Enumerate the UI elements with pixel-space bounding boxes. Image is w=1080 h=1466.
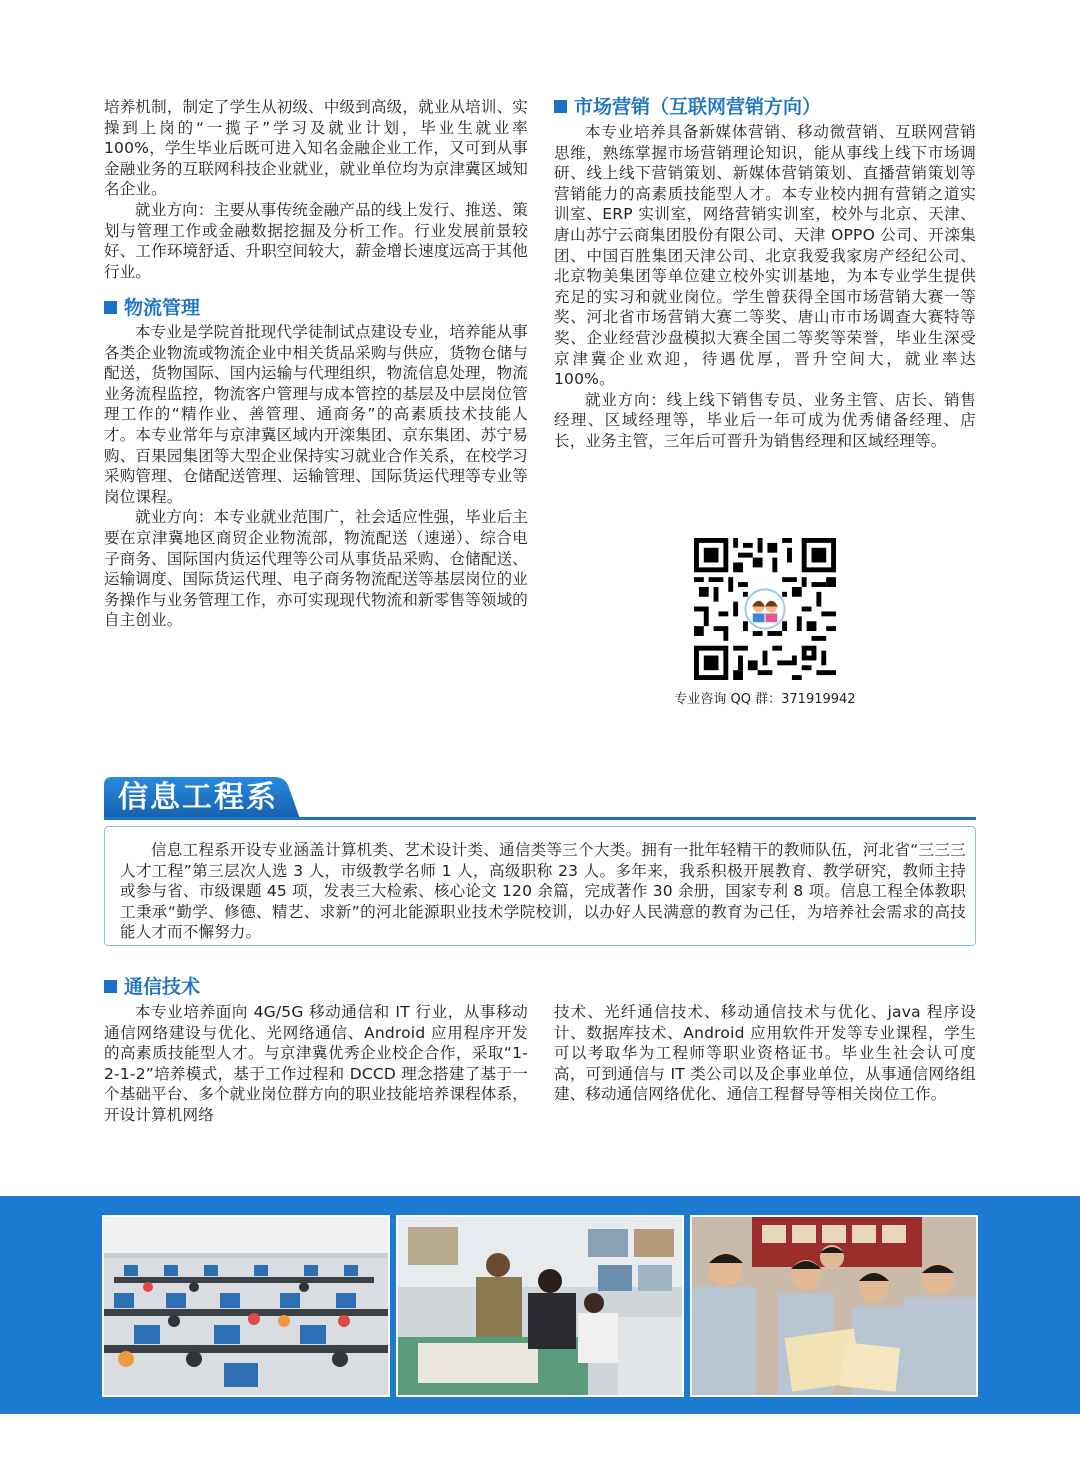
- marketing-intro-paragraph: 本专业培养具备新媒体营销、移动微营销、互联网营销思维，熟练掌握市场营销理论知识，能从事线上线下市场调研、线上线下营销策划、新媒体营销策划、直播营销策划等营销能力的高素质技能型人才。本专业校内拥有营销之道实训室、ERP 实训室，网络营销实训室，校外与北京、天津、唐山苏宁云商集团股份有限公司、天津 OPPO 公司、开滦集团、中国百胜集团天津公司、北京我爱我家房产经纪公司、北京物美集团等单位建立校外实训基地，为本专业学生提供充足的实习和就业岗位。学生曾获得全国市场营销大赛一等奖、河北省市场营销大赛二等奖、唐山市市场调查大赛特等奖、企业经营沙盘模拟大赛全国二等奖等荣誉，毕业生深受京津冀企业欢迎，待遇优厚，晋升空间大，就业率达 100%。: [554, 123, 976, 389]
- finance-training-paragraph: 培养机制，制定了学生从初级、中级到高级，就业从培训、实操到上岗的“一揽子”学习及就业计划，毕业生就业率 100%，学生毕业后既可进入知名金融企业工作，又可到从事金融业务的互联网科技企业就业，就业单位均为京津冀区域知名企业。: [104, 98, 528, 199]
- logistics-body: [104, 322, 528, 631]
- marketing-career-paragraph: 就业方向：线上线下销售专员、业务主管、店长、销售经理、区域经理等，毕业后一年可成为优秀储备经理、店长，业务主管，三年后可晋升为销售经理和区域经理等。: [554, 390, 976, 450]
- students-certificates-photo-icon: [692, 1217, 976, 1395]
- logistics-heading-text: 物流管理: [124, 297, 201, 319]
- logistics-intro-paragraph: 本专业是学院首批现代学徒制试点建设专业，培养能从事各类企业物流或物流企业中相关货品采购与供应，货物仓储与配送，货物国际、国内运输与代理组织，物流信息处理，物流业务流程监控，物流客户管理与成本管控的基层及中层岗位管理工作的“精作业、善管理、通商务”的高素质技术技能人才。本专业常年与京津冀区域内开滦集团、京东集团、苏宁易购、百果园集团等大型企业保持实习就业合作关系，在校学习采购管理、仓储配送管理、运输管理、国际货运代理等专业等岗位课程。: [104, 323, 528, 506]
- department-intro-paragraph: 信息工程系开设专业涵盖计算机类、艺术设计类、通信类等三个大类。拥有一批年轻精干的教师队伍，河北省“三三三人才工程”第三层次人选 3 人，市级教学名师 1 人，高级职称 23 人。多年来，我系积极开展教育、教学研究，教师主持或参与省、市级课题 45 项，发表三大检索、核心论文 120 余篇，完成著作 30 余册，国家专利 8 项。信息工程全体教职工秉承“勤学、修德、精艺、求新”的河北能源职业技术学院校训，以办好人民满意的教育为己任，为培养社会需求的高技能人才而不懈努力。: [120, 841, 966, 942]
- marketing-heading-text: 市场营销（互联网营销方向）: [574, 96, 822, 118]
- photo-computer-lab: [102, 1215, 390, 1397]
- telecom-right-column: [554, 1002, 976, 1105]
- telecom-left-column: [104, 1002, 528, 1126]
- qq-group-qr-code[interactable]: [694, 538, 836, 680]
- qq-group-caption: 专业咨询 QQ 群：371919942: [674, 692, 856, 707]
- department-title: 信息工程系: [118, 780, 278, 815]
- telecom-paragraph-part1: 本专业培养面向 4G/5G 移动通信和 IT 行业，从事移动通信网络建设与优化、光网络通信、Android 应用程序开发的高素质技能型人才。与京津冀优秀企业校企合作，采取“1-2-1-2”培养模式，基于工作过程和 DCCD 理念搭建了基于一个基础平台、多个就业岗位群方向的职业技能培养课程体系，开设计算机网络: [104, 1003, 528, 1124]
- photo-students-certificates: [690, 1215, 978, 1397]
- telecom-heading-text: 通信技术: [124, 976, 201, 998]
- department-title-underline: [104, 817, 976, 820]
- square-bullet-icon: [554, 100, 567, 113]
- photo-design-workshop: [396, 1215, 684, 1397]
- logistics-career-paragraph: 就业方向：本专业就业范围广，社会适应性强，毕业后主要在京津冀地区商贸企业物流部，物流配送（速递）、综合电子商务、国际国内货运代理等公司从事货品采购、仓储配送、运输调度、国际货运代理、电子商务物流配送等基层岗位的业务操作与业务管理工作，亦可实现现代物流和新零售等领域的自主创业。: [104, 508, 528, 630]
- qr-code-icon: [694, 538, 836, 680]
- design-workshop-photo-icon: [398, 1217, 682, 1395]
- left-column: [104, 97, 528, 282]
- marketing-heading: [554, 94, 821, 120]
- marketing-body: [554, 122, 976, 452]
- department-intro: [120, 840, 966, 943]
- telecom-paragraph-part2: 技术、光纤通信技术、移动通信技术与优化、java 程序设计、数据库技术、Android 应用软件开发等专业课程，学生可以考取华为工程师等职业资格证书。毕业生社会认可度高，可到通信与 IT 类公司以及企事业单位，从事通信网络组建、移动通信网络优化、通信工程督导等相关岗位工作。: [554, 1003, 976, 1104]
- square-bullet-icon: [104, 980, 117, 993]
- logistics-heading: [104, 295, 200, 321]
- square-bullet-icon: [104, 301, 117, 314]
- telecom-heading: [104, 974, 200, 1000]
- finance-career-paragraph: 就业方向：主要从事传统金融产品的线上发行、推送、策划与管理工作或金融数据挖掘及分析工作。行业发展前景较好、工作环境舒适、升职空间较大，薪金增长速度远高于其他行业。: [104, 200, 528, 281]
- computer-lab-photo-icon: [104, 1217, 388, 1395]
